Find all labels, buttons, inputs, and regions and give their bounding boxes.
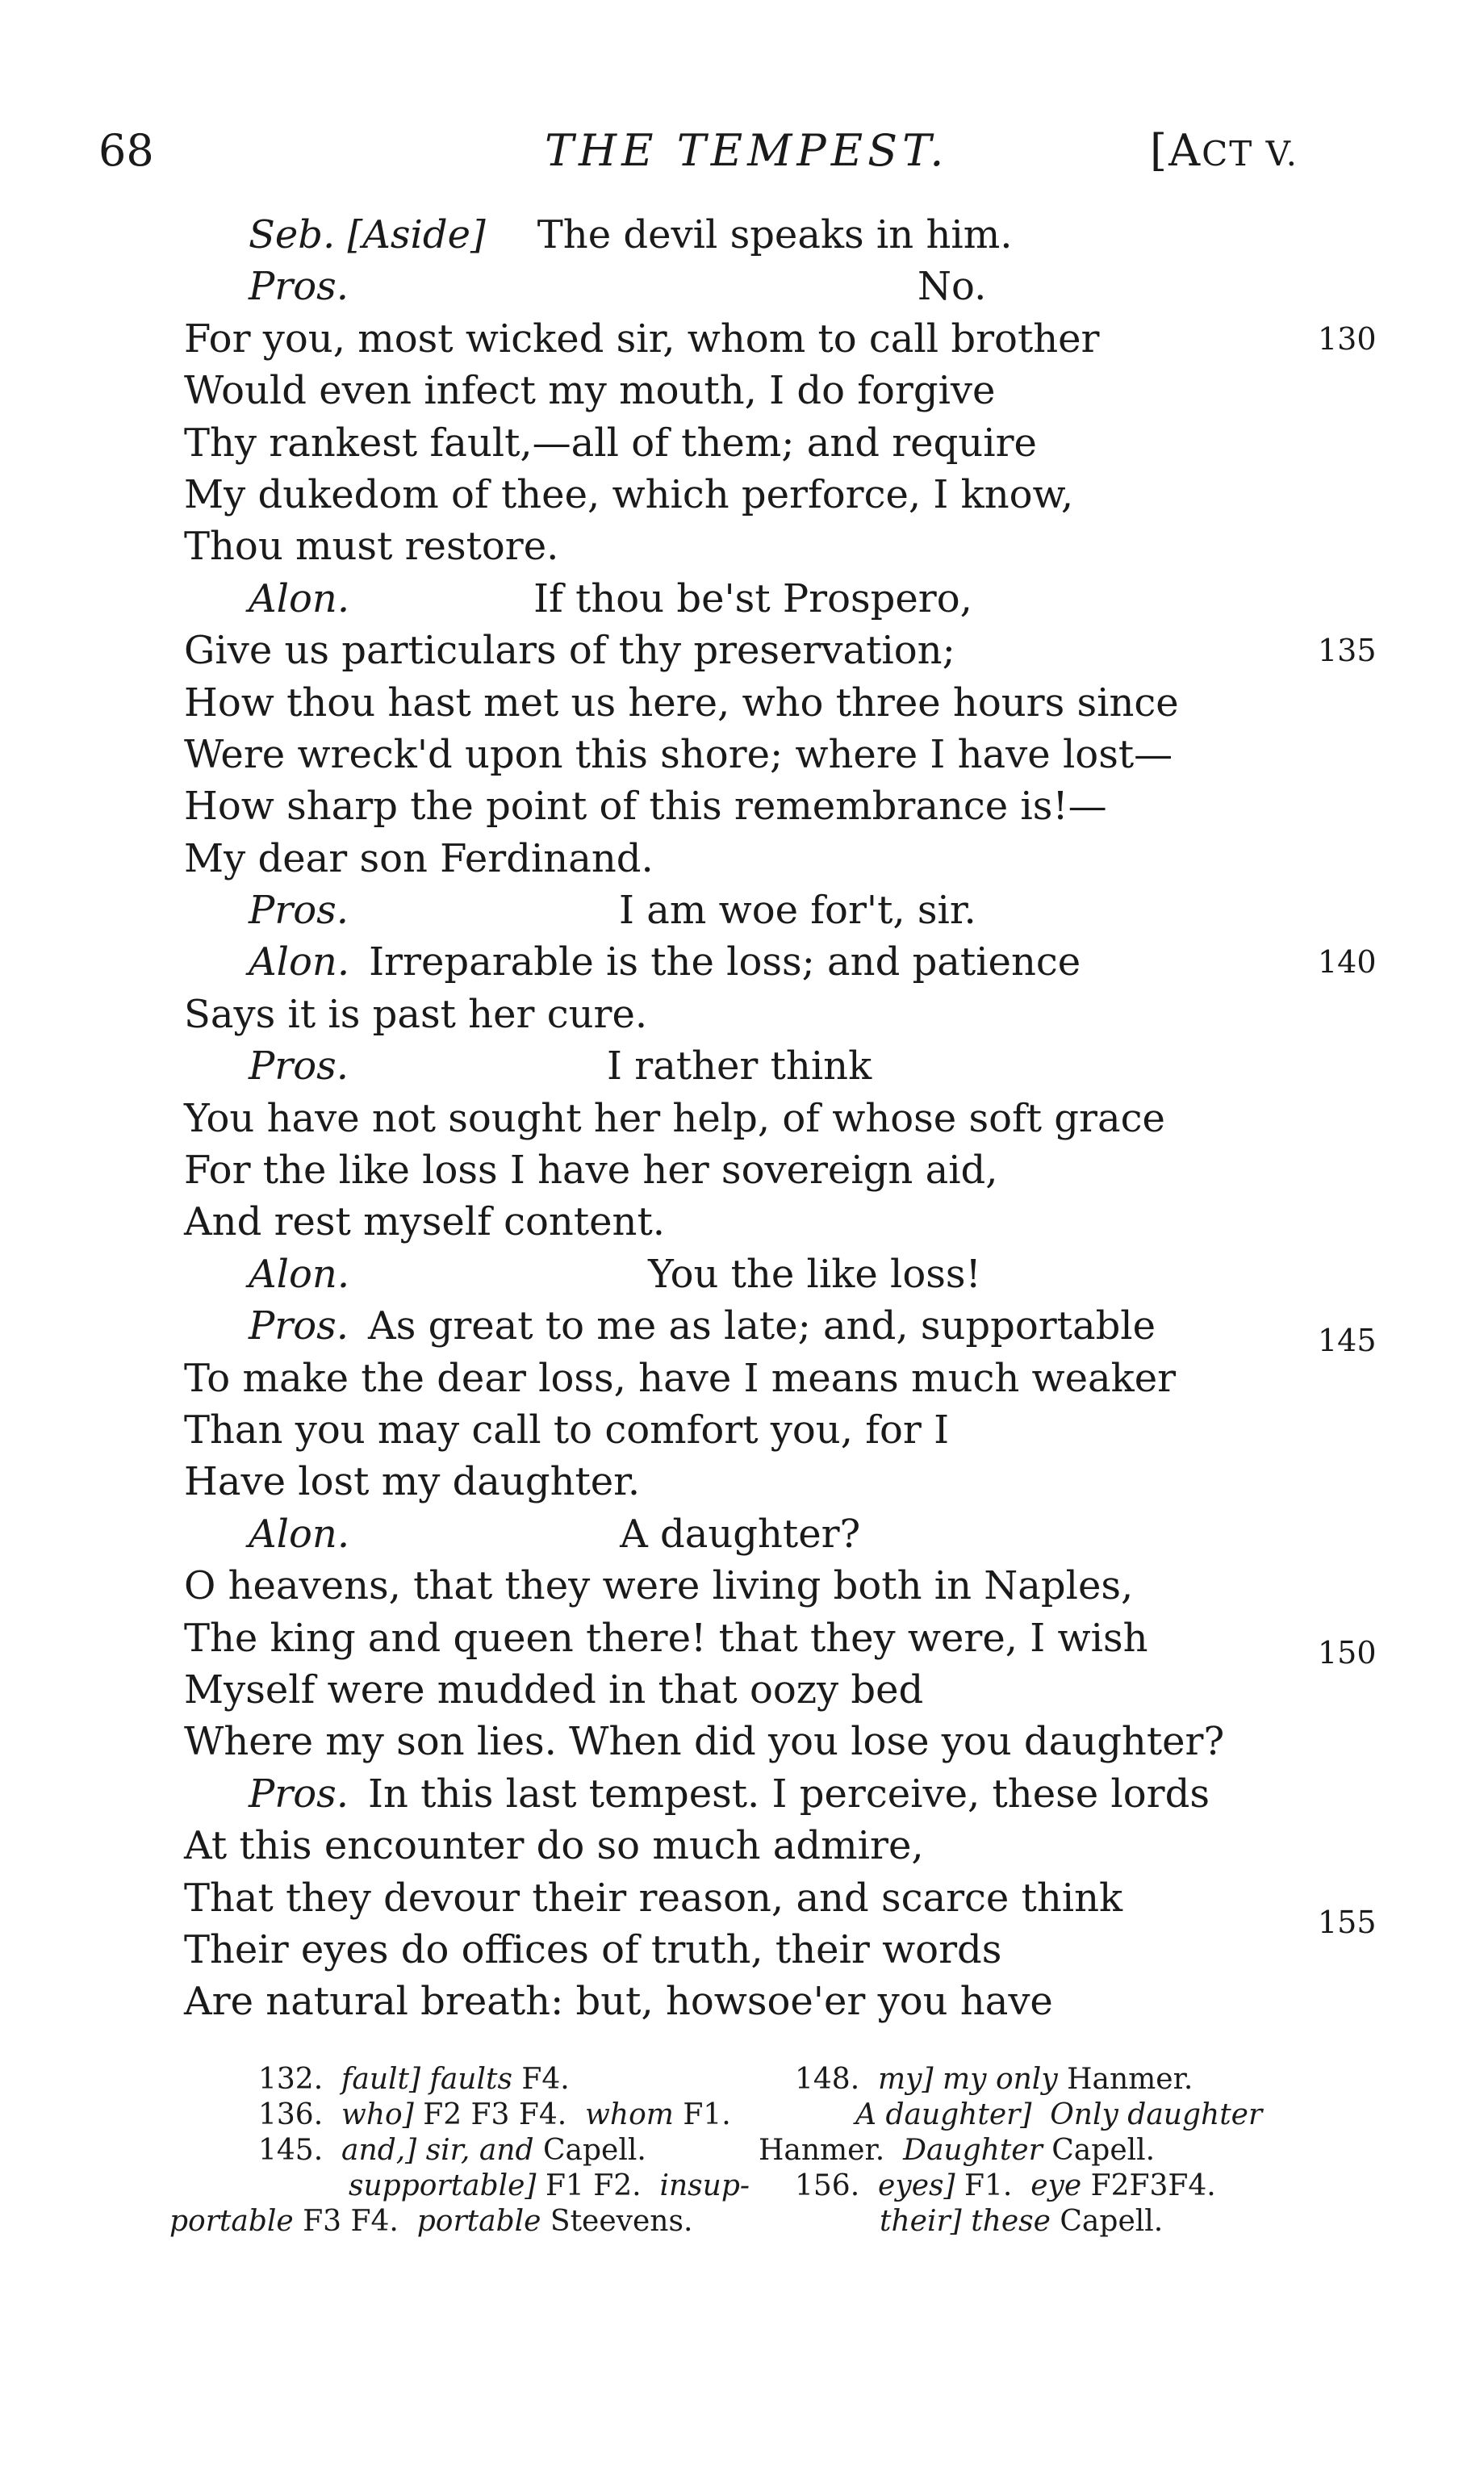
line-text: You have not sought her help, of whose soft grace <box>184 1095 1165 1141</box>
line-number: 135 <box>1318 633 1377 669</box>
line-text: My dear son Ferdinand. <box>184 835 654 881</box>
footnotes-right <box>759 2062 1356 2240</box>
line-text: Says it is past her cure. <box>184 991 648 1037</box>
footnote: 156. eyes] F1. eye F2F3F4. <box>795 2169 1216 2202</box>
line-text: A daughter? <box>620 1511 861 1557</box>
verse-line <box>184 1248 1362 1300</box>
line-text: Have lost my daughter. <box>184 1459 641 1505</box>
verse-line <box>184 729 1362 780</box>
line-text: How thou hast met us here, who three hours since <box>184 680 1179 726</box>
footnote: 132. fault] faults F4. <box>258 2063 570 2096</box>
verse-line <box>184 1508 1362 1560</box>
line-text: Thy rankest fault,—all of them; and require <box>184 420 1037 466</box>
line-text: Irreparable is the loss; and patience <box>369 939 1081 985</box>
verse-line <box>184 417 1362 469</box>
line-text: In this last tempest. I perceive, these lords <box>368 1771 1210 1817</box>
running-title: THE TEMPEST. <box>545 125 949 176</box>
footnote: 145. and,] sir, and Capell. <box>258 2134 646 2167</box>
verse-line <box>184 1300 1377 1359</box>
verse-line <box>184 780 1362 832</box>
verse-line <box>184 209 1362 261</box>
line-number: 145 <box>1318 1323 1377 1359</box>
line-text: Myself were mudded in that oozy bed <box>184 1667 924 1713</box>
speaker: Pros. <box>249 888 349 934</box>
verse-line <box>184 1093 1362 1144</box>
line-text: O heavens, that they were living both in Naples, <box>184 1563 1134 1609</box>
footnotes-left <box>169 2062 750 2240</box>
line-text: Where my son lies. When did you lose you daughter? <box>184 1719 1225 1765</box>
verse-line <box>184 261 1362 312</box>
verse-line <box>184 1404 1362 1456</box>
verse-line <box>184 573 1362 625</box>
line-text: For the like loss I have her sovereign aid, <box>184 1148 998 1194</box>
line-text: Give us particulars of thy preservation; <box>184 628 955 674</box>
footnote: their] these Capell. <box>880 2205 1164 2238</box>
verse-line <box>184 313 1377 365</box>
line-text: For you, most wicked sir, whom to call brother <box>184 316 1100 362</box>
speaker: Alon. <box>249 1511 350 1557</box>
verse-line <box>184 989 1362 1040</box>
line-number: 155 <box>1318 1904 1377 1940</box>
act-label-text: CT V. <box>1202 134 1298 174</box>
line-number: 150 <box>1318 1634 1377 1671</box>
footnote: Hanmer. Daughter Capell. <box>759 2134 1156 2167</box>
verse-line <box>184 1144 1362 1196</box>
line-text: Their eyes do offices of truth, their words <box>184 1926 1002 1972</box>
verse-line <box>184 365 1362 416</box>
speaker: Alon. <box>249 1251 350 1297</box>
footnote: portable F3 F4. portable Steevens. <box>169 2205 693 2238</box>
verse-line <box>184 1456 1362 1508</box>
line-text: The king and queen there! that they were, I wish <box>184 1615 1148 1661</box>
verse-line <box>184 521 1362 572</box>
verse-line <box>184 469 1362 521</box>
verse-line <box>184 1664 1362 1716</box>
verse-line <box>184 885 1362 936</box>
verse-line <box>184 1872 1377 1940</box>
line-text: Are natural breath: but, howsoe'er you have <box>184 1979 1053 2025</box>
line-text: As great to me as late; and, supportable <box>368 1303 1156 1349</box>
speaker: Alon. <box>249 575 350 621</box>
verse-line <box>184 1196 1362 1248</box>
verse-block <box>184 209 1377 2028</box>
line-text: That they devour their reason, and scarce think <box>184 1875 1123 1921</box>
speaker: Pros. <box>249 1303 349 1349</box>
line-text: Thou must restore. <box>184 524 559 570</box>
footnote: 148. my] my only Hanmer. <box>795 2063 1193 2096</box>
verse-line <box>184 1353 1362 1404</box>
line-text: Would even infect my mouth, I do forgive <box>184 368 996 414</box>
verse-line <box>184 1768 1362 1820</box>
verse-line <box>184 936 1377 988</box>
verse-line <box>184 625 1377 676</box>
footnote: 136. who] F2 F3 F4. whom F1. <box>258 2098 731 2131</box>
line-text: And rest myself content. <box>184 1199 665 1245</box>
line-number: 130 <box>1318 320 1377 357</box>
speaker: Pros. <box>249 264 349 310</box>
verse-line <box>184 1612 1377 1671</box>
speaker: Pros. <box>249 1043 349 1089</box>
verse-line <box>184 1040 1362 1092</box>
verse-line <box>184 1820 1362 1872</box>
line-text: To make the dear loss, have I means much weaker <box>184 1355 1177 1401</box>
line-text: My dukedom of thee, which perforce, I know, <box>184 471 1074 517</box>
line-number: 140 <box>1318 944 1377 981</box>
verse-line <box>184 1924 1362 1976</box>
verse-line <box>184 833 1362 885</box>
line-text: Than you may call to comfort you, for I <box>184 1407 950 1453</box>
line-text: No. <box>918 264 987 310</box>
line-text: Were wreck'd upon this shore; where I have lost— <box>184 731 1173 777</box>
footnote: A daughter] Only daughter <box>855 2098 1263 2131</box>
line-text: You the like loss! <box>648 1251 981 1297</box>
speaker: Pros. <box>249 1771 349 1817</box>
speaker: Seb. [Aside] <box>249 212 486 257</box>
line-text: If thou be'st Prospero, <box>533 575 972 621</box>
page-number: 68 <box>98 125 154 176</box>
line-text: I am woe for't, sir. <box>619 888 976 934</box>
verse-line <box>184 1976 1362 2027</box>
line-text: How sharp the point of this remembrance is!— <box>184 784 1107 830</box>
verse-line <box>184 1716 1362 1767</box>
footnote: supportable] F1 F2. insup- <box>349 2169 750 2202</box>
line-text: I rather think <box>607 1043 872 1089</box>
verse-line <box>184 1560 1362 1612</box>
verse-line <box>184 677 1362 729</box>
line-text: The devil speaks in him. <box>537 212 1013 257</box>
act-label <box>1150 123 1298 182</box>
speaker: Alon. <box>249 939 350 985</box>
line-text: At this encounter do so much admire, <box>184 1823 924 1869</box>
act-label-bracket: [A <box>1150 125 1202 176</box>
